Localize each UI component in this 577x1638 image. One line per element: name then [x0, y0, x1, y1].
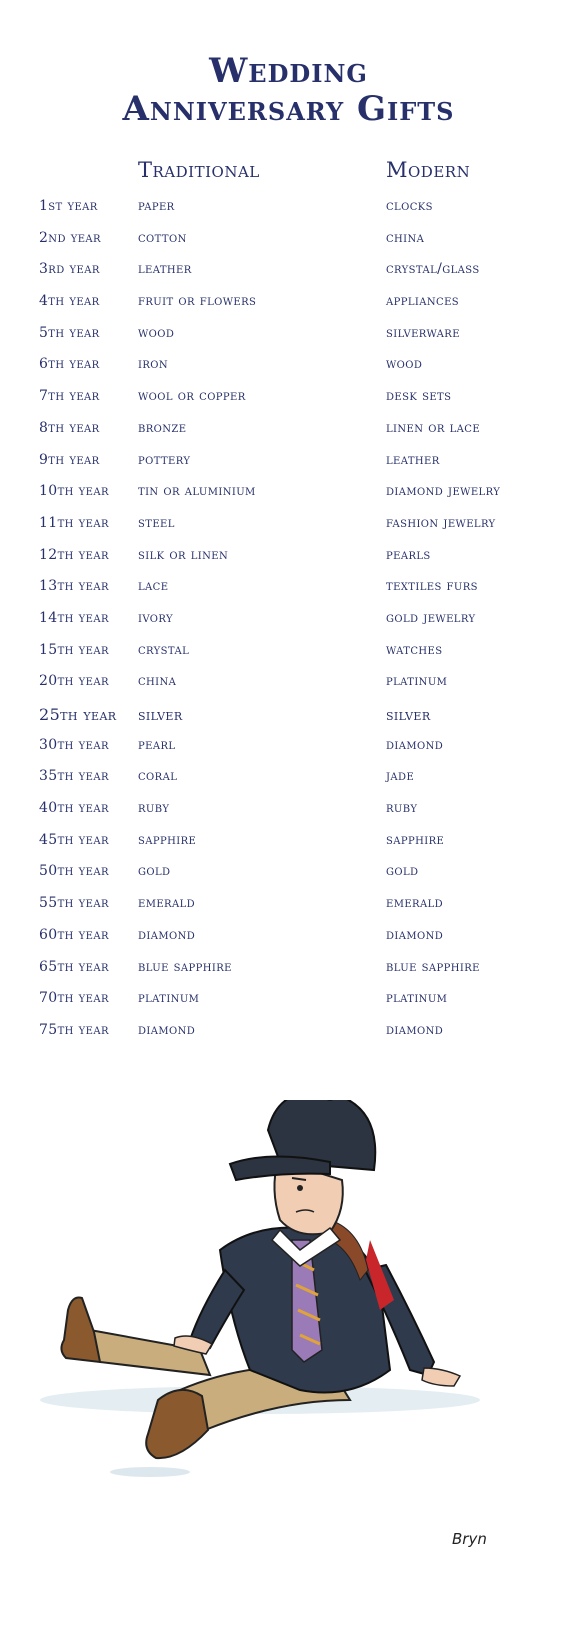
- traditional-gift-cell: sapphire: [138, 831, 197, 848]
- table-row: [0, 895, 577, 927]
- modern-gift-cell: silver: [386, 705, 431, 724]
- traditional-gift-cell: ivory: [138, 609, 174, 626]
- modern-gift-cell: china: [386, 229, 425, 246]
- year-cell: 11th year: [39, 514, 109, 531]
- table-row: [0, 610, 577, 642]
- modern-gift-cell: watches: [386, 641, 443, 658]
- traditional-gift-cell: wood: [138, 324, 175, 341]
- modern-gift-cell: platinum: [386, 673, 448, 690]
- year-cell: 10th year: [39, 483, 109, 500]
- table-row: [0, 673, 577, 705]
- table-row: [0, 800, 577, 832]
- traditional-gift-cell: gold: [138, 863, 171, 880]
- modern-gift-cell: diamond: [386, 736, 444, 753]
- modern-gift-cell: wood: [386, 356, 423, 373]
- traditional-gift-cell: silver: [138, 705, 183, 724]
- year-cell: 25th year: [39, 705, 117, 724]
- page-title-line2: Anniversary Gifts: [122, 89, 455, 129]
- modern-gift-cell: ruby: [386, 800, 418, 817]
- year-cell: 12th year: [39, 546, 109, 563]
- modern-gift-cell: platinum: [386, 990, 448, 1007]
- year-cell: 9th year: [39, 451, 100, 468]
- traditional-gift-cell: crystal: [138, 641, 190, 658]
- table-row: [0, 388, 577, 420]
- column-header-modern: Modern: [386, 158, 471, 182]
- seated-rider-illustration: [30, 1100, 490, 1530]
- modern-gift-cell: sapphire: [386, 831, 445, 848]
- year-cell: 13th year: [39, 578, 109, 595]
- table-row: [0, 737, 577, 769]
- traditional-gift-cell: pottery: [138, 451, 191, 468]
- table-row: [0, 356, 577, 388]
- year-cell: 2nd year: [39, 229, 101, 246]
- modern-gift-cell: gold jewelry: [386, 609, 476, 626]
- modern-gift-cell: clocks: [386, 198, 433, 214]
- table-row: [0, 832, 577, 864]
- table-row: [0, 420, 577, 452]
- table-row: [0, 230, 577, 262]
- traditional-gift-cell: platinum: [138, 990, 200, 1007]
- year-cell: 65th year: [39, 958, 109, 975]
- table-row: [0, 927, 577, 959]
- traditional-gift-cell: tin or aluminium: [138, 483, 256, 500]
- table-row: [0, 642, 577, 674]
- year-cell: 3rd year: [39, 261, 100, 278]
- modern-gift-cell: silverware: [386, 324, 460, 341]
- artist-signature: Bryn: [452, 1530, 487, 1548]
- traditional-gift-cell: emerald: [138, 895, 196, 912]
- table-row: [0, 261, 577, 293]
- year-cell: 14th year: [39, 609, 109, 626]
- table-row: [0, 325, 577, 357]
- column-header-traditional: Traditional: [138, 158, 260, 182]
- table-row: [0, 768, 577, 800]
- traditional-gift-cell: iron: [138, 356, 169, 373]
- table-row: [0, 578, 577, 610]
- traditional-gift-cell: paper: [138, 198, 175, 214]
- year-cell: 7th year: [39, 388, 100, 405]
- traditional-gift-cell: blue sapphire: [138, 958, 232, 975]
- traditional-gift-cell: steel: [138, 514, 175, 531]
- traditional-gift-cell: lace: [138, 578, 169, 595]
- modern-gift-cell: diamond: [386, 1021, 444, 1038]
- year-cell: 20th year: [39, 673, 109, 690]
- year-cell: 8th year: [39, 419, 100, 436]
- modern-gift-cell: crystal/glass: [386, 261, 480, 278]
- traditional-gift-cell: fruit or flowers: [138, 293, 257, 310]
- modern-gift-cell: appliances: [386, 293, 460, 310]
- year-cell: 70th year: [39, 990, 109, 1007]
- table-row: [0, 959, 577, 991]
- modern-gift-cell: diamond: [386, 926, 444, 943]
- table-row: [0, 863, 577, 895]
- traditional-gift-cell: ruby: [138, 800, 170, 817]
- table-row: [0, 990, 577, 1022]
- year-cell: 35th year: [39, 768, 109, 785]
- traditional-gift-cell: silk or linen: [138, 546, 229, 563]
- traditional-gift-cell: bronze: [138, 419, 187, 436]
- table-row: [0, 705, 577, 737]
- year-cell: 40th year: [39, 800, 109, 817]
- modern-gift-cell: fashion jewelry: [386, 514, 496, 531]
- year-cell: 50th year: [39, 863, 109, 880]
- modern-gift-cell: desk sets: [386, 388, 452, 405]
- year-cell: 75th year: [39, 1021, 109, 1038]
- traditional-gift-cell: china: [138, 673, 177, 690]
- year-cell: 45th year: [39, 831, 109, 848]
- year-cell: 15th year: [39, 641, 109, 658]
- modern-gift-cell: textiles furs: [386, 578, 478, 595]
- year-cell: 6th year: [39, 356, 100, 373]
- traditional-gift-cell: leather: [138, 261, 192, 278]
- modern-gift-cell: emerald: [386, 895, 444, 912]
- traditional-gift-cell: cotton: [138, 229, 187, 246]
- table-row: [0, 293, 577, 325]
- traditional-gift-cell: pearl: [138, 736, 176, 753]
- table-row: [0, 1022, 577, 1054]
- year-cell: 1st year: [39, 198, 98, 214]
- page-title-line1: Wedding: [209, 51, 368, 91]
- modern-gift-cell: gold: [386, 863, 419, 880]
- modern-gift-cell: diamond jewelry: [386, 483, 501, 500]
- modern-gift-cell: linen or lace: [386, 419, 481, 436]
- traditional-gift-cell: diamond: [138, 1021, 196, 1038]
- traditional-gift-cell: coral: [138, 768, 178, 785]
- traditional-gift-cell: wool or copper: [138, 388, 246, 405]
- year-cell: 60th year: [39, 926, 109, 943]
- gift-list: [0, 198, 577, 1054]
- modern-gift-cell: leather: [386, 451, 440, 468]
- modern-gift-cell: jade: [386, 768, 415, 785]
- modern-gift-cell: pearls: [386, 546, 431, 563]
- year-cell: 4th year: [39, 293, 100, 310]
- year-cell: 30th year: [39, 736, 109, 753]
- table-row: [0, 452, 577, 484]
- year-cell: 5th year: [39, 324, 100, 341]
- table-row: [0, 547, 577, 579]
- traditional-gift-cell: diamond: [138, 926, 196, 943]
- table-row: [0, 483, 577, 515]
- modern-gift-cell: blue sapphire: [386, 958, 480, 975]
- year-cell: 55th year: [39, 895, 109, 912]
- table-row: [0, 198, 577, 230]
- table-row: [0, 515, 577, 547]
